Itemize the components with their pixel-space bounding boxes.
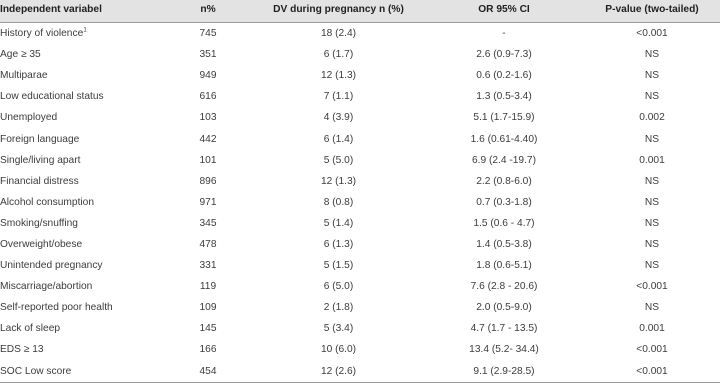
cell-n-percent: 101 [199,154,217,166]
cell-variable [0,86,163,107]
cell-n-percent: 331 [199,260,217,272]
cell-variable [0,150,163,171]
cell-n-percent: 478 [199,238,217,250]
cell-dv-during-pregnancy: 5 (1.4) [323,217,354,229]
cell-p-value: NS [644,133,660,145]
header-p-value: P-value (two-tailed) [584,0,720,23]
cell-dv-during-pregnancy: 6 (1.4) [323,133,354,145]
cell-dv-during-pregnancy: 6 (1.7) [323,49,354,61]
cell-odds-ratio: 2.0 (0.5-9.0) [476,302,532,314]
table-row [0,86,720,107]
header-n-percent: n% [163,0,253,23]
cell-dv-during-pregnancy: 5 (1.5) [323,260,354,272]
cell-p-value: NS [644,91,660,103]
table-row [0,234,720,255]
cell-dv-during-pregnancy: 10 (6.0) [320,344,357,356]
cell-n-percent: 119 [199,281,217,293]
table-body [0,23,720,383]
table-header [0,0,720,23]
cell-p-value: NS [644,70,660,82]
cell-odds-ratio: 7.6 (2.8 - 20.6) [470,281,538,293]
cell-dv-during-pregnancy: 6 (5.0) [323,281,354,293]
cell-dv-during-pregnancy: 18 (2.4) [320,28,357,40]
cell-variable [0,234,163,255]
cell-n-percent: 896 [199,175,217,187]
header-variable: Independent variabel [0,0,163,23]
cell-variable [0,297,163,318]
variable-label: Multiparae [0,70,48,82]
cell-odds-ratio: 2.6 (0.9-7.3) [476,49,532,61]
variable-label: Low educational status [0,91,104,103]
cell-n-percent: 166 [199,344,217,356]
cell-p-value: 0.001 [639,154,665,166]
cell-p-value: <0.001 [584,361,720,383]
variable-label: Financial distress [0,175,79,187]
variable-label: Alcohol consumption [0,196,95,208]
cell-p-value: 0.001 [639,323,665,335]
table-row [0,361,720,383]
variable-label: Age ≥ 35 [0,49,41,61]
cell-odds-ratio: 1.6 (0.61-4.40) [470,133,538,145]
cell-variable [0,318,163,339]
cell-variable [0,65,163,86]
cell-odds-ratio: 13.4 (5.2- 34.4) [469,344,539,356]
cell-odds-ratio: 5.1 (1.7-15.9) [473,112,535,124]
header-row [0,0,720,23]
cell-n-percent: 109 [199,302,217,314]
table-row [0,107,720,128]
cell-odds-ratio: - [502,28,506,40]
cell-p-value: NS [644,238,660,250]
cell-odds-ratio: 4.7 (1.7 - 13.5) [470,323,538,335]
table-row [0,44,720,65]
table-row [0,23,720,45]
cell-odds-ratio: 2.2 (0.8-6.0) [476,175,532,187]
variable-label: Smoking/snuffing [0,217,78,229]
variable-label: EDS ≥ 13 [0,344,44,356]
cell-n-percent: 345 [199,217,217,229]
table-row [0,318,720,339]
cell-odds-ratio: 6.9 (2.4 -19.7) [472,154,536,166]
table-row [0,213,720,234]
variable-label: Single/living apart [0,154,81,166]
cell-odds-ratio: 0.7 (0.3-1.8) [476,196,532,208]
cell-odds-ratio: 1.3 (0.5-3.4) [476,91,532,103]
cell-dv-during-pregnancy: 8 (0.8) [323,196,354,208]
footnote-marker: 1 [83,26,87,34]
cell-n-percent: 616 [199,91,217,103]
header-dv-during-pregnancy: DV during pregnancy n (%) [253,0,424,23]
cell-n-percent: 103 [199,112,217,124]
cell-variable [0,23,163,45]
cell-dv-during-pregnancy: 5 (3.4) [323,323,354,335]
cell-variable [0,276,163,297]
variable-label: History of violence [0,28,84,40]
cell-variable [0,213,163,234]
cell-dv-during-pregnancy: 12 (1.3) [320,70,357,82]
cell-odds-ratio: 1.5 (0.6 - 4.7) [473,217,535,229]
cell-dv-during-pregnancy: 12 (2.6) [253,361,424,383]
cell-variable [0,128,163,149]
cell-p-value: NS [644,260,660,272]
variable-label: SOC Low score [0,365,72,377]
cell-p-value: 0.002 [639,112,665,124]
table-row [0,192,720,213]
cell-dv-during-pregnancy: 6 (1.3) [323,238,354,250]
table-row [0,276,720,297]
cell-p-value: NS [644,196,660,208]
variable-label: Lack of sleep [0,323,61,335]
variable-label: Foreign language [0,133,80,145]
header-odds-ratio: OR 95% CI [424,0,584,23]
cell-variable [0,107,163,128]
cell-dv-during-pregnancy: 12 (1.3) [320,175,357,187]
cell-variable [0,44,163,65]
cell-variable [0,192,163,213]
cell-dv-during-pregnancy: 2 (1.8) [323,302,354,314]
table-row [0,150,720,171]
variable-label: Unintended pregnancy [0,260,103,272]
cell-variable [0,339,163,360]
cell-odds-ratio: 1.8 (0.6-5.1) [476,260,532,272]
cell-p-value: <0.001 [636,281,668,293]
table-row [0,297,720,318]
cell-n-percent: 745 [199,28,217,40]
cell-dv-during-pregnancy: 5 (5.0) [323,154,354,166]
cell-n-percent: 145 [199,323,217,335]
cell-p-value: NS [644,302,660,314]
cell-odds-ratio: 1.4 (0.5-3.8) [476,238,532,250]
cell-n-percent: 971 [199,196,217,208]
variable-label: Self-reported poor health [0,302,113,314]
table-row [0,255,720,276]
cell-n-percent: 351 [199,49,217,61]
cell-p-value: NS [644,49,660,61]
cell-n-percent: 442 [199,133,217,145]
table-row [0,65,720,86]
table-row [0,128,720,149]
cell-p-value: <0.001 [636,28,668,40]
variable-label: Unemployed [0,112,58,124]
cell-p-value: NS [644,175,660,187]
variable-label: Miscarriage/abortion [0,281,93,293]
cell-n-percent: 949 [199,70,217,82]
cell-dv-during-pregnancy: 4 (3.9) [323,112,354,124]
cell-n-percent: 454 [163,361,253,383]
cell-p-value: NS [644,217,660,229]
cell-p-value: <0.001 [636,344,668,356]
cell-odds-ratio: 0.6 (0.2-1.6) [476,70,532,82]
cell-variable [0,361,163,383]
cell-dv-during-pregnancy: 7 (1.1) [323,91,354,103]
cell-variable [0,255,163,276]
table-row [0,339,720,360]
table-row [0,171,720,192]
variable-label: Overweight/obese [0,238,83,250]
cell-odds-ratio: 9.1 (2.9-28.5) [424,361,584,383]
cell-variable [0,171,163,192]
